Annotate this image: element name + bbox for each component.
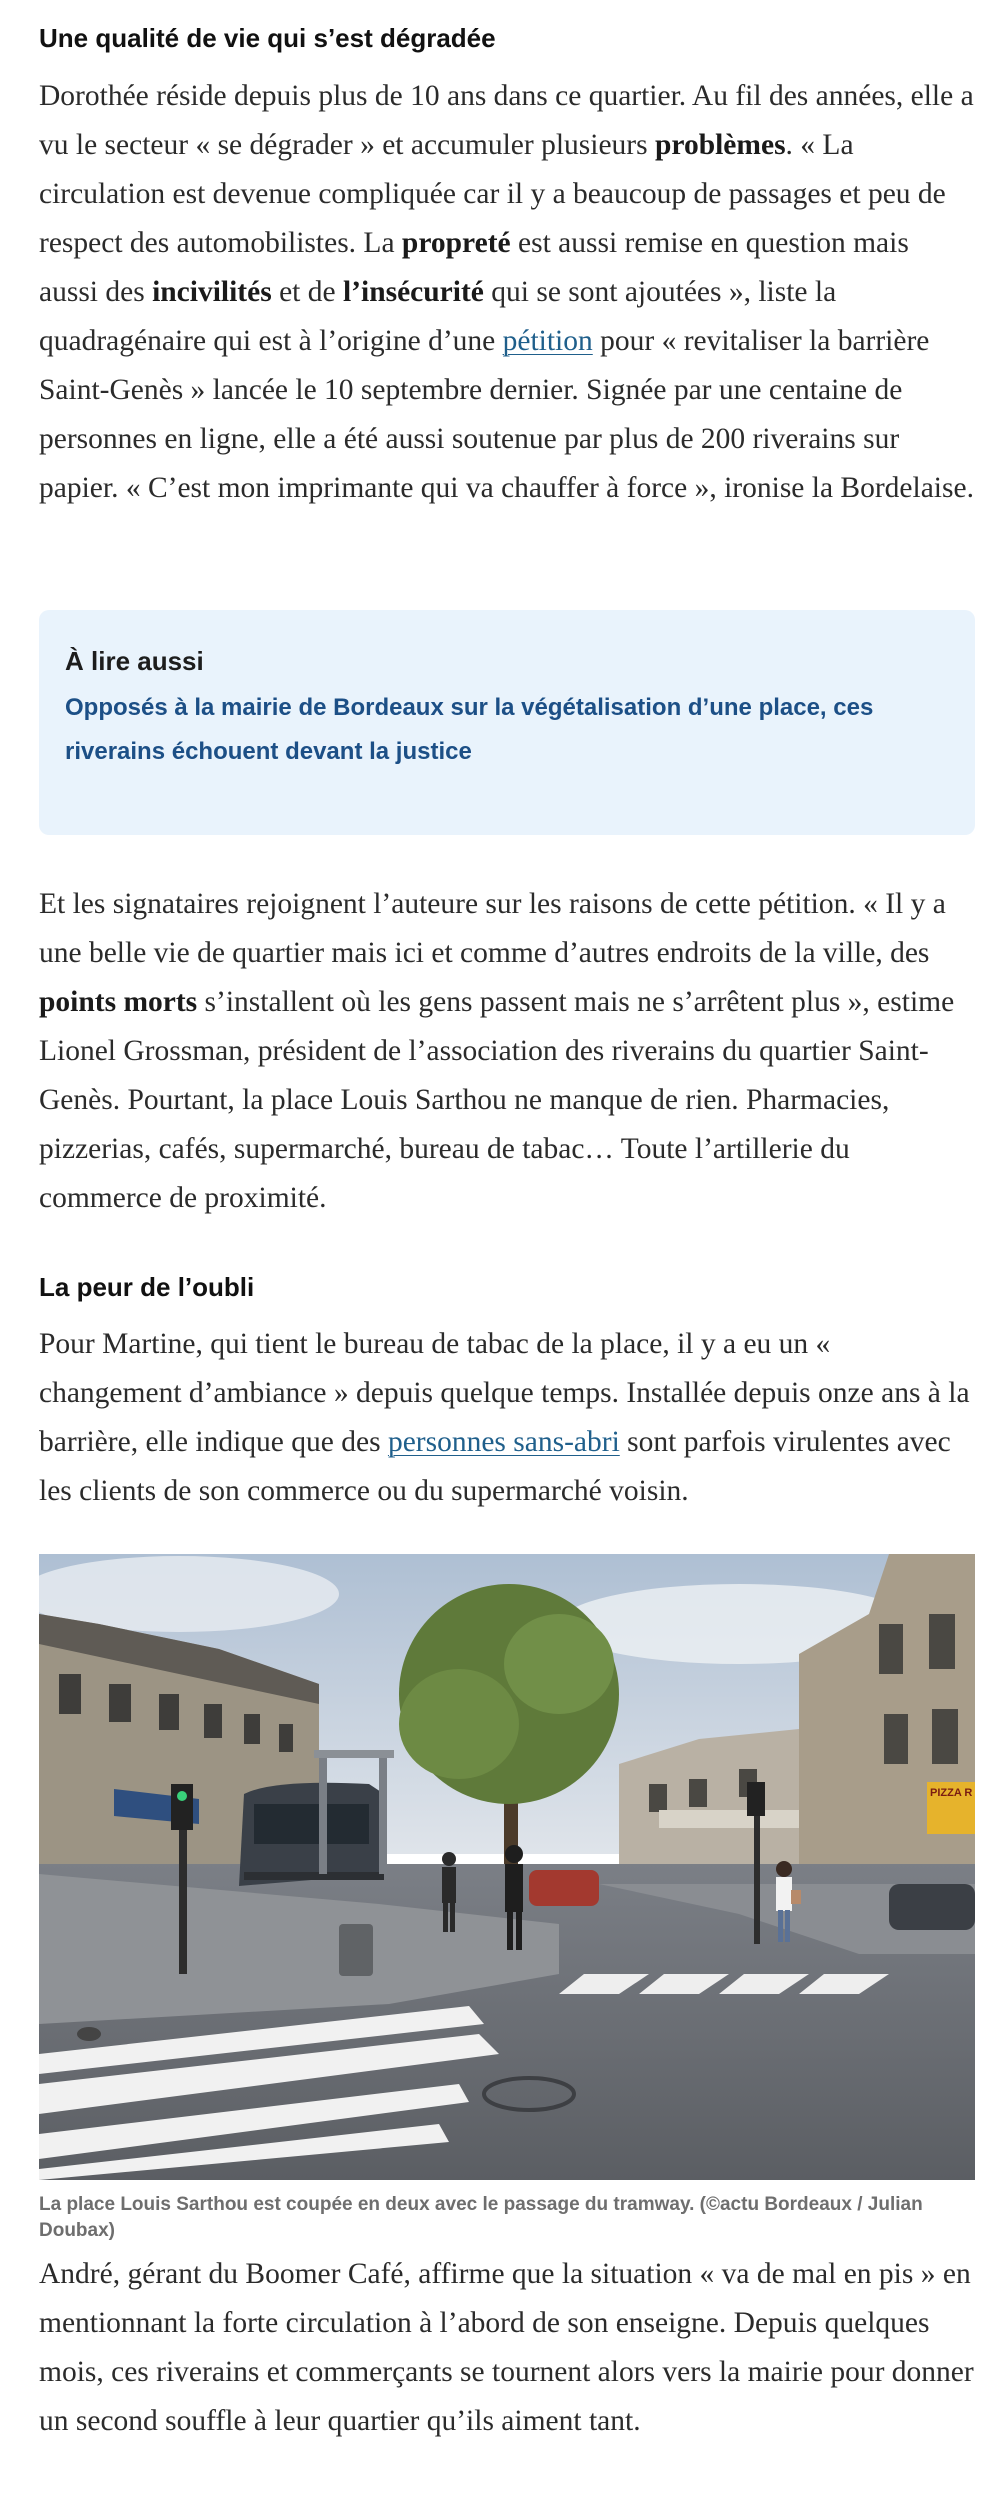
text-run: Pour Martine, qui tient le bureau de tabac de la place, il y a eu un « changement d’ambiance » depuis quelque temps. Installée depuis onze ans à la barrière, elle indique que des bbox=[39, 1328, 970, 1458]
text-run: et de bbox=[271, 276, 343, 308]
trash-bin bbox=[339, 1924, 373, 1976]
text-run: . « La circulation est devenue compliquée car il y a beaucoup de passages et peu de respect des automobilistes. La bbox=[39, 129, 946, 259]
text-run: Dorothée réside depuis plus de 10 ans dans ce quartier. Au fil des années, elle a vu le secteur « se dégrader » et accumuler plusieurs bbox=[39, 80, 974, 161]
bold-text: incivilités bbox=[152, 276, 272, 308]
related-article-box bbox=[39, 610, 975, 835]
tram-shelter bbox=[319, 1754, 327, 1874]
article-photo bbox=[39, 1554, 975, 2180]
text-run: s’installent où les gens passent mais ne s’arrêtent plus », estime Lionel Grossman, président de l’association des riverains du quartier Saint-Genès. Pourtant, la place Louis Sarthou ne manque de rien. Pharmacies, pizzerias, cafés, supermarché, bureau de tabac… Toute l’artillerie du commerce de proximité. bbox=[39, 986, 955, 1214]
shop-awning bbox=[659, 1810, 799, 1828]
text-run: sont parfois virulentes avec les clients de son commerce ou du supermarché voisin. bbox=[39, 1426, 951, 1507]
related-article-link[interactable]: Opposés à la mairie de Bordeaux sur la végétalisation d’une place, ces riverains échouent devant la justice bbox=[65, 694, 874, 765]
pigeon bbox=[77, 2027, 101, 2041]
text-run: est aussi remise en question mais aussi des bbox=[39, 227, 909, 308]
paragraph bbox=[39, 72, 975, 513]
paragraph bbox=[39, 2250, 975, 2446]
inline-link[interactable]: personnes sans-abri bbox=[387, 1426, 620, 1458]
related-article-title: À lire aussi bbox=[65, 646, 204, 676]
inline-link[interactable]: pétition bbox=[502, 325, 593, 357]
text-run: pour « revitaliser la barrière Saint-Genès » lancée le 10 septembre dernier. Signée par une centaine de personnes en ligne, elle a été aussi soutenue par plus de 200 riverains sur papier. « C’est mon imprimante qui va chauffer à force », ironise la Bordelaise. bbox=[39, 325, 974, 504]
pizza-sign-text: PIZZA R bbox=[930, 1787, 973, 1799]
section-heading: La peur de l’oubli bbox=[39, 1272, 255, 1302]
paragraph bbox=[39, 880, 975, 1223]
text-run: André, gérant du Boomer Café, affirme que la situation « va de mal en pis » en mentionnant la forte circulation à l’abord de son enseigne. Depuis quelques mois, ces riverains et commerçants se tournent alors vers la mairie pour donner un second souffle à leur quartier qu’ils aiment tant. bbox=[39, 2258, 974, 2437]
text-run: Et les signataires rejoignent l’auteure sur les raisons de cette pétition. « Il y a une belle vie de quartier mais ici et comme d’autres endroits de la ville, des bbox=[39, 888, 946, 969]
bold-text: l’insécurité bbox=[342, 276, 484, 308]
bold-text: propreté bbox=[401, 227, 511, 259]
photo-caption: La place Louis Sarthou est coupée en deux avec le passage du tramway. (©actu Bordeaux / Julian Doubax) bbox=[39, 2194, 923, 2241]
car bbox=[529, 1870, 599, 1906]
paragraph bbox=[39, 1320, 975, 1516]
text-run: qui se sont ajoutées », liste la quadragénaire qui est à l’origine d’une bbox=[39, 276, 837, 357]
section-heading: Une qualité de vie qui s’est dégradée bbox=[39, 23, 496, 53]
bold-text: points morts bbox=[39, 986, 198, 1018]
bold-text: problèmes bbox=[654, 129, 786, 161]
